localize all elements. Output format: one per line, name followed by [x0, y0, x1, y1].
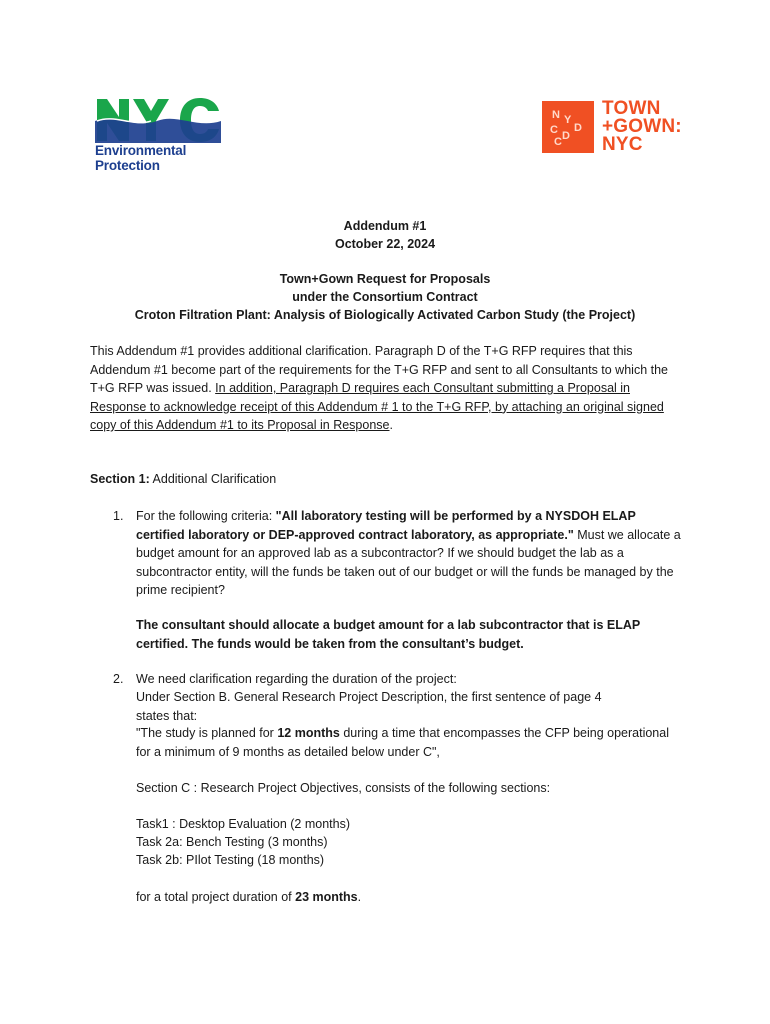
- intro-underlined-text: In addition, Paragraph D requires each Consultant submitting a Proposal in Response to acknowledge receipt of this Addendum # 1 to the T+G RFP, by attaching an original signed copy of this Addendum #1 to its Proposal in Response: [90, 381, 664, 432]
- town-gown-line3: NYC: [602, 134, 643, 155]
- item-1-question-intro: For the following criteria:: [136, 509, 276, 523]
- town-gown-logo: [542, 100, 682, 154]
- town-gown-square-icon: N Y C D D C: [542, 101, 594, 153]
- item-2-task2a: Task 2a: Bench Testing (3 months): [136, 835, 328, 849]
- item-2-quote-post: during a time that encompasses the CFP being operational for a minimum of 9 months as detailed below under C",: [136, 726, 669, 759]
- item-2-total: [136, 888, 681, 907]
- item-2-task2b: Task 2b: PIlot Testing (18 months): [136, 853, 325, 867]
- item-2-section-c: Section C : Research Project Objectives, consists of the following sections:: [136, 781, 551, 795]
- item-1-question: [136, 507, 681, 600]
- item-2-line2: Under Section B. General Research Project Description, the first sentence of page 4 states that:: [136, 690, 602, 723]
- town-gown-line1: TOWN: [602, 98, 661, 119]
- rfp-title-line3: Croton Filtration Plant: Analysis of Biologically Activated Carbon Study (the Project): [134, 308, 636, 322]
- item-2-task1: Task1 : Desktop Evaluation (2 months): [136, 817, 350, 831]
- rfp-title-line2: under the Consortium Contract: [292, 290, 478, 304]
- nyc-dep-logo: [95, 97, 225, 177]
- item-2-quote-bold: 12 months: [277, 726, 340, 740]
- item-2-quote-pre: "The study is planned for: [136, 726, 278, 740]
- intro-paragraph: [90, 342, 680, 435]
- section-1-label: Section 1:: [90, 472, 150, 486]
- item-2-total-bold: 23 months: [295, 890, 358, 904]
- nyc-logo-line2: Protection: [95, 158, 160, 173]
- addendum-title: Addendum #1: [343, 219, 427, 233]
- section-1-heading: [90, 470, 680, 489]
- intro-period: .: [389, 418, 393, 432]
- item-1-criteria: "All laboratory testing will be performed by a NYSDOH ELAP certified laboratory or DEP-approved contract laboratory, as appropriate.": [136, 509, 636, 542]
- nyc-logo-line1: Environmental: [95, 143, 187, 158]
- addendum-date: October 22, 2024: [334, 237, 436, 251]
- section-1-title: Additional Clarification: [149, 472, 277, 486]
- intro-text: This Addendum #1 provides additional clarification. Paragraph D of the T+G RFP requires that this Addendum #1 become part of the requirements for the T+G RFP and sent to all Consultants to which the T+G RFP was issued.: [90, 344, 668, 395]
- item-2-total-post: .: [357, 890, 362, 904]
- item-1-question-body: Must we allocate a budget amount for an approved lab as a subcontractor? If we should budget the lab as a subcontractor entity, will the funds be taken out of our budget or will the funds be managed by the prime recipient?: [136, 527, 681, 597]
- town-gown-line2: +GOWN:: [602, 116, 682, 137]
- nyc-wordmark-icon: [95, 97, 221, 143]
- item-2-quote: [136, 724, 681, 761]
- item-1-number: 1.: [113, 509, 124, 523]
- item-2-number: 2.: [113, 672, 124, 686]
- item-2-line1: We need clarification regarding the duration of the project:: [136, 672, 457, 686]
- rfp-title-line1: Town+Gown Request for Proposals: [279, 272, 491, 286]
- item-1-answer: The consultant should allocate a budget amount for a lab subcontractor that is ELAP certified. The funds would be taken from the consultant’s budget.: [136, 618, 640, 651]
- item-2-total-pre: for a total project duration of: [136, 890, 296, 904]
